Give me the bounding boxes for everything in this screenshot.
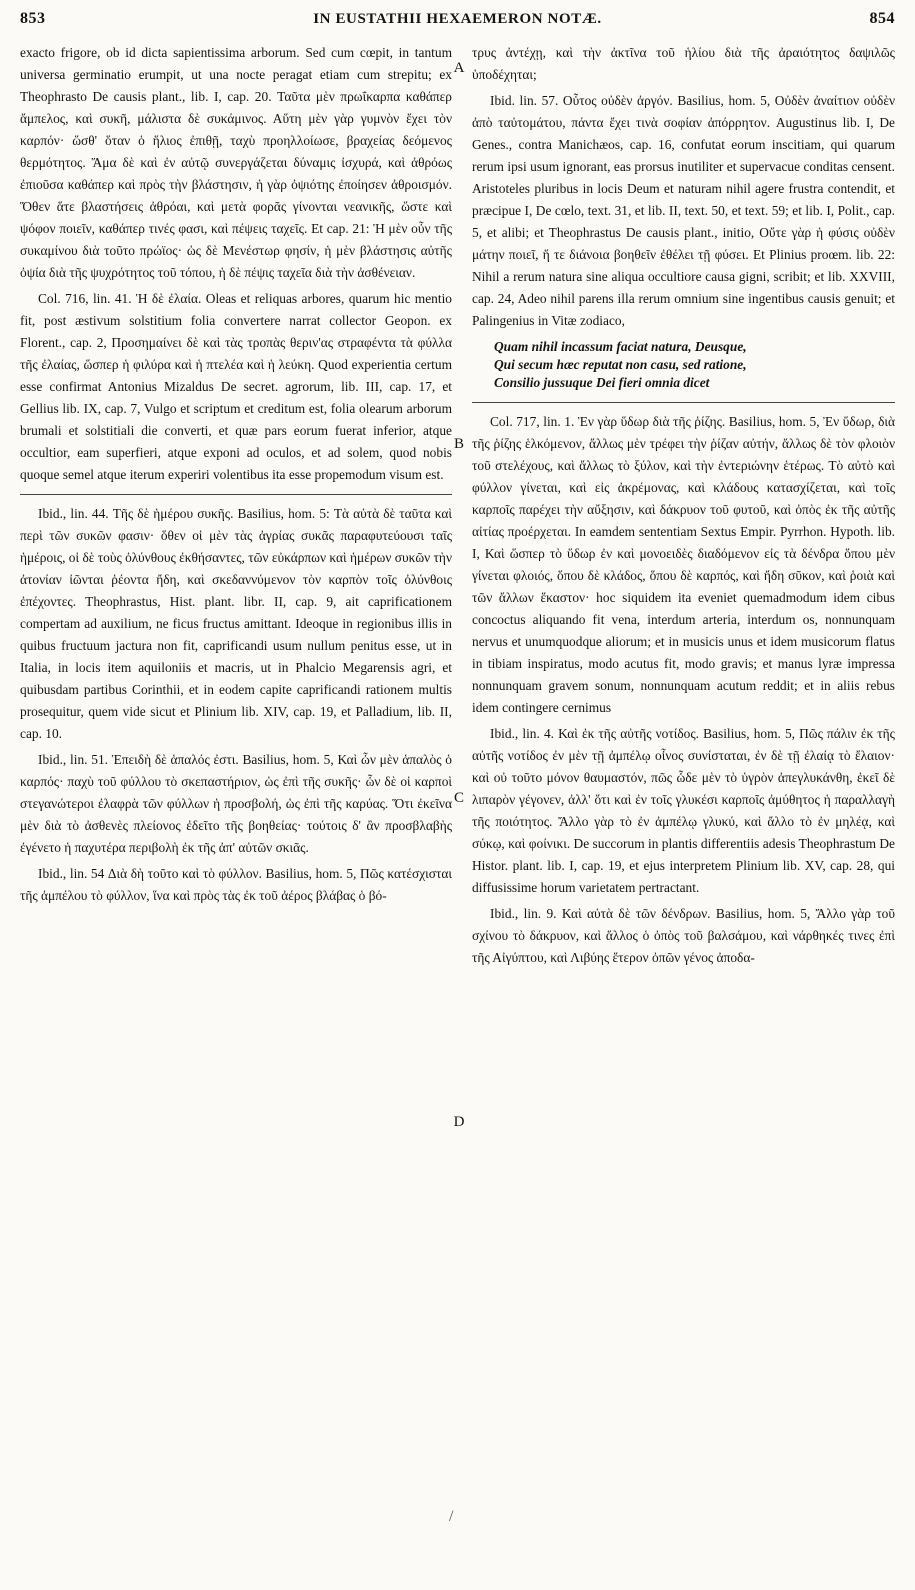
verse-quote <box>494 338 895 392</box>
note-paragraph: τρυς ἀντέχῃ, καὶ τὴν ἀκτῖνα τοῦ ἡλίου διὰ τῆς ἀραιότητος δαψιλῶς ὑποδέχηται; <box>472 45 895 82</box>
running-header <box>20 10 895 36</box>
note-paragraph: exacto frigore, ob id dicta sapientissima arborum. Sed cum cœpit, in tantum universa germinatio erumpit, ut una nocte peragat etiam cum strepitu; ex Theophrasto De causis plant., lib. I, cap. 20. Ταῦτα μὲν πρωΐκαρπα καθάπερ ἄμπελος, καὶ συκῆ, μάλιστα δὲ συκάμινος. Αὕτη μὲν γὰρ γυμνὸν ἔχει τὸν καρπόν· ὥσθ' ὅταν ὁ ἥλιος ἐπιθῇ, ταχὺ προηλλοίωσε, βραχείας δεόμενος θερμότητος. Ἅμα δὲ καὶ ἐν αὐτῷ συνεργάζεται δύναμις ἰσχυρά, καὶ ἀθρόως ἐπιοῦσα καθάπερ καὶ πρὸς τὴν βλάστησιν, ἡ γὰρ ὀψιότης ἐποίησεν ἀθροισμόν. Ὅθεν ἅτε βλαστήσεις ἀθρόαι, καὶ μετὰ φορᾶς γίνονται νεανικῆς, ὥστε καὶ ψόφον ποιεῖν, καθάπερ τινές φασι, καὶ πέψεις ταχεῖς. Et cap. 21: Ἡ μὲν οὖν τῆς συκαμίνου διὰ τοῦτο πρώϊος· ὡς δὲ Μενέστωρ φησίν, ἡ μὲν βλάστησις αὐτῆς ὀψία διὰ τῆς ψυχρότητος τοῦ τόπου, ἡ δὲ πέψις ταχεῖα διὰ τὴν ἀσθένειαν. <box>20 45 452 280</box>
footer-mark: / <box>449 1508 454 1525</box>
running-title: IN EUSTATHII HEXAEMERON NOTÆ. <box>313 11 602 27</box>
note-entry: Ibid., lin. 4. Καὶ ἐκ τῆς αὐτῆς νοτίδος. Basilius, hom. 5, Πῶς πάλιν ἐκ τῆς αὐτῆς νοτίδος ἐν μὲν τῇ ἀμπέλῳ οἶνος συνίσταται, ἐν δὲ τῇ ἐλαίᾳ τὸ ἔλαιον· καὶ οὐ τοῦτο μόνον θαυμαστόν, πῶς ὧδε μὲν τὸ ὑγρὸν ἀπεγλυκάνθη, ἐκεῖ δὲ λιπαρὸν γέγονεν, ἀλλ' ὅτι καὶ ἐν τοῖς γλυκέσι καρποῖς ἀμύθητος ἡ παραλλαγὴ τῆς ποιότητος. Ἄλλο γὰρ τὸ ἐν ἀμπέλῳ γλυκύ, καὶ ἄλλο τὸ ἐν μηλέᾳ, καὶ σύκῳ, καὶ φοίνικι. De succorum in plantis differentiis adesis Theophrastum De Histor. plant. lib. I, cap. 19, et ejus interpretem Plinium lib. XV, cap. 28, qui diffusissime horum varietatem pertractant. <box>472 726 895 895</box>
left-text-column <box>20 42 452 1562</box>
note-entry: Ibid., lin. 9. Καὶ αὐτὰ δὲ τῶν δένδρων. Basilius, hom. 5, Ἄλλο γὰρ τοῦ σχίνου τὸ δάκρυον, καὶ ἄλλος ὁ ὀπὸς τοῦ βαλσάμου, καὶ νάρθηκές τινες ἐπὶ τῆς Αἰγύπτου, καὶ Λιβύης ἕτερον ὀπῶν γένος ἀποδα- <box>472 906 895 965</box>
note-entry: Ibid. lin. 57. Οὗτος οὐδὲν ἀργόν. Basilius, hom. 5, Οὐδὲν ἀναίτιον οὐδὲν ἀπὸ ταὐτομάτου, πάντα ἔχει τινὰ σοφίαν ἀπόρρητον. Augustinus lib. I, De Genes., contra Manichæos, cap. 16, confutat eorum inscitiam, qui quarum rerum ipsi usum ignorant, eas prorsus inutiliter et supervacue conditas censent. Aristoteles pluribus in locis Deum et naturam nihil agere frustra contendit, et præcipue I, De cœlo, text. 31, et lib. II, text. 50, et text. 59; et lib. I, Polit., cap. 5, et alibi; et Theophrastus De causis plant., initio, Οὔτε γὰρ ἡ φύσις οὐδὲν μάτην ποιεῖ, ἥ τε διάνοια βοηθεῖν ἐθέλει τῇ φύσει. Et Plinius proœm. lib. 22: Nihil a rerum natura sine aliqua occultiore causa gigni, scribit; et lib. XXVIII, cap. 24, Adeo nihil parens illa rerum omnium sine ingentibus causis genuit; et Palingenius in Vitæ zodiaco, <box>472 93 895 328</box>
margin-marker-c: C <box>453 790 464 806</box>
section-divider <box>472 402 895 403</box>
right-text-column <box>472 42 895 1562</box>
section-divider <box>20 494 452 495</box>
note-entry: Ibid., lin. 51. Ἐπειδὴ δὲ ἁπαλός ἐστι. Basilius, hom. 5, Καὶ ὧν μὲν ἁπαλὸς ὁ καρπός· παχὺ τοῦ φύλλου τὸ σκεπαστήριον, ὡς ἐπὶ τῆς συκῆς· ὧν δὲ οἱ καρποὶ στεγανώτεροι ἐλαφρὰ τῶν φύλλων ἡ προσβολή, ὡς ἐπὶ τῆς καρύας. Ὅτι ἐκεῖνα μὲν διὰ τὸ ἀσθενὲς πλείονος ἐδεῖτο τῆς βοηθείας· τούτοις δ' ἂν προσβλαβὴς ἐγένετο ἡ παχυτέρα περιβολὴ ἐκ τῆς ἀπ' αὐτῶν σκιᾶς. <box>20 752 452 855</box>
verse-line: Qui secum hæc reputat non casu, sed ratione, <box>494 357 747 372</box>
verse-line: Consilio jussuque Dei fieri omnia dicet <box>494 375 710 390</box>
margin-marker-d: D <box>453 1114 465 1130</box>
right-page-number: 854 <box>869 10 895 27</box>
note-entry: Col. 716, lin. 41. Ἡ δὲ ἐλαία. Oleas et reliquas arbores, quarum hic mentio fit, post æstivum solstitium folia convertere narrat collector Geopon. ex Florent., cap. 2, Προσημαίνει δὲ καὶ τὰς τροπὰς θεριν'ας στραφέντα τὰ φύλλα τῆς ἐλαίας, ὥσπερ ἡ φιλύρα καὶ ἡ πτελέα καὶ ἡ λεύκη. Quod experientia certum esse confirmat Antonius Mizaldus De secret. agrorum, lib. III, cap. 17, et Gellius lib. IX, cap. 7, Vulgo et scriptum et creditum est, folia olearum arborum brumali et solstitiali die converti, et quæ pars eorum fuerat inferior, atque occultior, eam superfieri, atque exponi ad oculos, et ad solem, quod nobis quoque semel atque iterum experiri volentibus ita esse propemodum visum est. <box>20 291 452 482</box>
note-entry: Ibid., lin. 44. Τῆς δὲ ἡμέρου συκῆς. Basilius, hom. 5: Τὰ αὐτὰ δὲ ταῦτα καὶ περὶ τῶν συκῶν φασιν· ὅθεν οἱ μὲν τὰς ἀγρίας συκᾶς παραφυτεύουσι ταῖς ἡμέροις, οἱ δὲ τοὺς ὀλύνθους ἐκθήσαντες, τῶν εὐκάρπων καὶ ἡμέρων συκῶν τὴν ἀτονίαν ἰῶνται ῥέοντα ἤδη, καὶ σκεδαννύμενον τὸν καρπὸν τοῖς ὀλύνθοις ἐπέχοντες. Theophrastus, Hist. plant. libr. II, cap. 9, ait caprificationem compertam ad auxilium, ne ficus fructus amittant. Ideoque in regionibus illis in quibus fructuum jactura non fit, caprificandi usum nullum penitus esse, ut in Italia, in locis item aquiloniis et macris, ut in Phalcio Megarensis agri, et quibusdam partibus Corinthii, et in eodem capite caprificandi rationem multis prosequitur, quem vide sicut et Plinium lib. XIV, cap. 19, et Palladium, lib. II, cap. 10. <box>20 506 452 741</box>
left-page-number: 853 <box>20 10 46 27</box>
note-entry: Col. 717, lin. 1. Ἐν γὰρ ὕδωρ διὰ τῆς ῥίζης. Basilius, hom. 5, Ἐν ὕδωρ, διὰ τῆς ῥίζης ἑλκόμενον, ἄλλως μὲν τρέφει τὴν ῥίζαν αὐτήν, ἄλλως δὲ τὸν φλοιὸν τοῦ στελέχους, καὶ ἄλλως τὸ ξύλον, καὶ τὴν ἐντεριώνην ἑτέρως. Τὸ αὐτὸ καὶ φύλλον γίνεται, καὶ εἰς ἀκρέμονας, καὶ κλάδους κατασχίζεται, καὶ τοῖς καρποῖς παρέχει τὴν αὔξησιν, καὶ δάκρυον τοῦ φυτοῦ, καὶ ὀπὸς ἐκ τῆς αὐτῆς αἰτίας προέρχεται. In eamdem sententiam Sextus Empir. Pyrrhon. Hypoth. lib. I, Καὶ ὥσπερ τὸ ὕδωρ ἐν καὶ μονοειδὲς διαδόμενον εἰς τὰ δένδρα ὅπου μὲν γίνεται φλοιός, ὅπου δὲ κλάδος, ὅπου δὲ καρπός, καὶ ἤδη σῦκον, καὶ ῥοιὰ καὶ τῶν ἄλλων ἕκαστον· hoc siquidem ita eveniet quemadmodum idem cibus concoctus aliquando fit vena, interdum arteria, interdum os, nonnunquam nervus et unumquodque aliorum; et in musicis unus et idem musicorum flatus in tibiam inspiratus, modo acutus fit, modo gravis; et manus lyræ impressa nonnunquam gravem sonum, nonnunquam acutum reddit; et in aliis rebus idem contingere cernimus <box>472 414 895 715</box>
margin-marker-b: B <box>453 436 464 452</box>
verse-line: Quam nihil incassum faciat natura, Deusque, <box>494 339 747 354</box>
margin-marker-a: A <box>453 60 465 76</box>
note-entry: Ibid., lin. 54 Διὰ δὴ τοῦτο καὶ τὸ φύλλον. Basilius, hom. 5, Πῶς κατέσχισται τῆς ἀμπέλου τὸ φύλλον, ἵνα καὶ πρὸς τὰς ἐκ τοῦ ἀέρος βλάβας ὁ βό- <box>20 866 452 903</box>
